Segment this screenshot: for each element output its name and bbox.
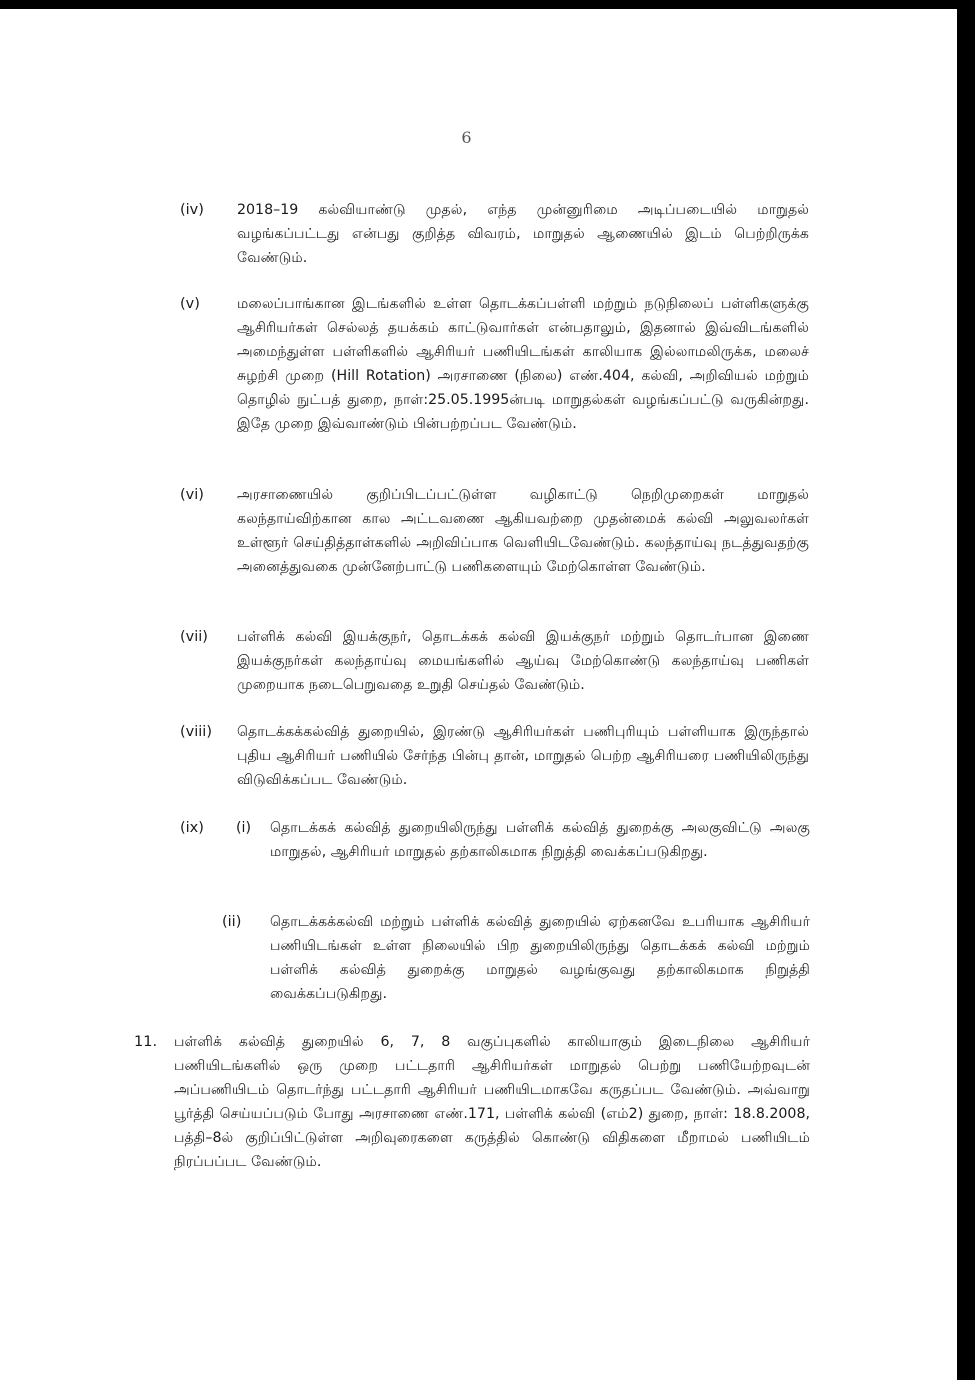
clause-label: (vi) (180, 487, 204, 503)
clause-label: (viii) (180, 724, 212, 740)
clause-text: தொடக்கக் கல்வித் துறையிலிருந்து பள்ளிக் கல்வித் துறைக்கு அலகுவிட்டு அலகு மாறுதல், ஆசிரியர் மாறுதல் தற்காலிகமாக நிறுத்தி வைக்கப்படுகிறது. (270, 820, 810, 860)
sub-clause-label: (ii) (222, 914, 242, 930)
clause-label: (v) (180, 296, 200, 312)
clause-text: அரசாணையில் குறிப்பிடப்பட்டுள்ள வழிகாட்டு நெறிமுறைகள் மாறுதல் கலந்தாய்விற்கான கால அட்டவணை ஆகியவற்றை முதன்மைக் கல்வி அலுவலர்கள் உள்ளூர் செய்தித்தாள்களில் அறிவிப்பாக வெளியிடவேண்டும். கலந்தாய்வு நடத்துவதற்கு அனைத்துவகை முன்னேற்பாட்டு பணிகளையும் மேற்கொள்ள வேண்டும். (237, 487, 809, 575)
clause-label: (vii) (180, 629, 208, 645)
clause-text: மலைப்பாங்கான இடங்களில் உள்ள தொடக்கப்பள்ளி மற்றும் நடுநிலைப் பள்ளிகளுக்கு ஆசிரியர்கள் செல்லத் தயக்கம் காட்டுவார்கள் என்பதாலும், இதனால் இவ்விடங்களில் அமைந்துள்ள பள்ளிகளில் ஆசிரியர் பணியிடங்கள் காலியாக இல்லாமலிருக்க, மலைச் சுழற்சி முறை (Hill Rotation) அரசாணை (நிலை) எண்.404, கல்வி, அறிவியல் மற்றும் தொழில் நுட்பத் துறை, நாள்:25.05.1995ன்படி மாறுதல்கள் வழங்கப்பட்டு வருகின்றது. இதே முறை இவ்வாண்டும் பின்பற்றப்பட வேண்டும். (237, 296, 809, 432)
clause-text: தொடக்கக்கல்வி மற்றும் பள்ளிக் கல்வித் துறையில் ஏற்கனவே உபரியாக ஆசிரியர் பணியிடங்கள் உள்ள நிலையில் பிற துறையிலிருந்து தொடக்கக் கல்வி மற்றும் பள்ளிக் கல்வித் துறைக்கு மாறுதல் வழங்குவது தற்காலிகமாக நிறுத்தி வைக்கப்படுகிறது. (270, 914, 810, 1002)
page-number: 6 (461, 128, 472, 147)
paragraph-number: 11. (134, 1034, 158, 1050)
sub-clause-label: (i) (236, 820, 252, 836)
paragraph-text: பள்ளிக் கல்வித் துறையில் 6, 7, 8 வகுப்புகளில் காலியாகும் இடைநிலை ஆசிரியர் பணியிடங்களில் ஒரு முறை பட்டதாரி ஆசிரியர்கள் மாறுதல் பெற்று பணியேற்றவுடன் அப்பணியிடம் தொடர்ந்து பட்டதாரி ஆசிரியர் பணியிடமாகவே கருதப்பட வேண்டும். அவ்வாறு பூர்த்தி செய்யப்படும் போது அரசாணை எண்.171, பள்ளிக் கல்வி (எம்2) துறை, நாள்: 18.8.2008, பத்தி–8ல் குறிப்பிட்டுள்ள அறிவுரைகளை கருத்தில் கொண்டு விதிகளை மீறாமல் பணியிடம் நிரப்பப்பட வேண்டும். (174, 1034, 810, 1170)
clause-text: 2018–19 கல்வியாண்டு முதல், எந்த முன்னுரிமை அடிப்படையில் மாறுதல் வழங்கப்பட்டது என்பது குறித்த விவரம், மாறுதல் ஆணையில் இடம் பெற்றிருக்க வேண்டும். (237, 202, 809, 266)
clause-label: (iv) (180, 202, 204, 218)
scan-right-border (957, 0, 975, 1380)
clause-label: (ix) (180, 820, 204, 836)
scan-top-border (0, 0, 975, 9)
clause-text: தொடக்கக்கல்வித் துறையில், இரண்டு ஆசிரியர்கள் பணிபுரியும் பள்ளியாக இருந்தால் புதிய ஆசிரியர் பணியில் சேர்ந்த பின்பு தான், மாறுதல் பெற்ற ஆசிரியரை பணியிலிருந்து விடுவிக்கப்பட வேண்டும். (237, 724, 809, 788)
clause-text: பள்ளிக் கல்வி இயக்குநர், தொடக்கக் கல்வி இயக்குநர் மற்றும் தொடர்பான இணை இயக்குநர்கள் கலந்தாய்வு மையங்களில் ஆய்வு மேற்கொண்டு கலந்தாய்வு பணிகள் முறையாக நடைபெறுவதை உறுதி செய்தல் வேண்டும். (237, 629, 809, 693)
